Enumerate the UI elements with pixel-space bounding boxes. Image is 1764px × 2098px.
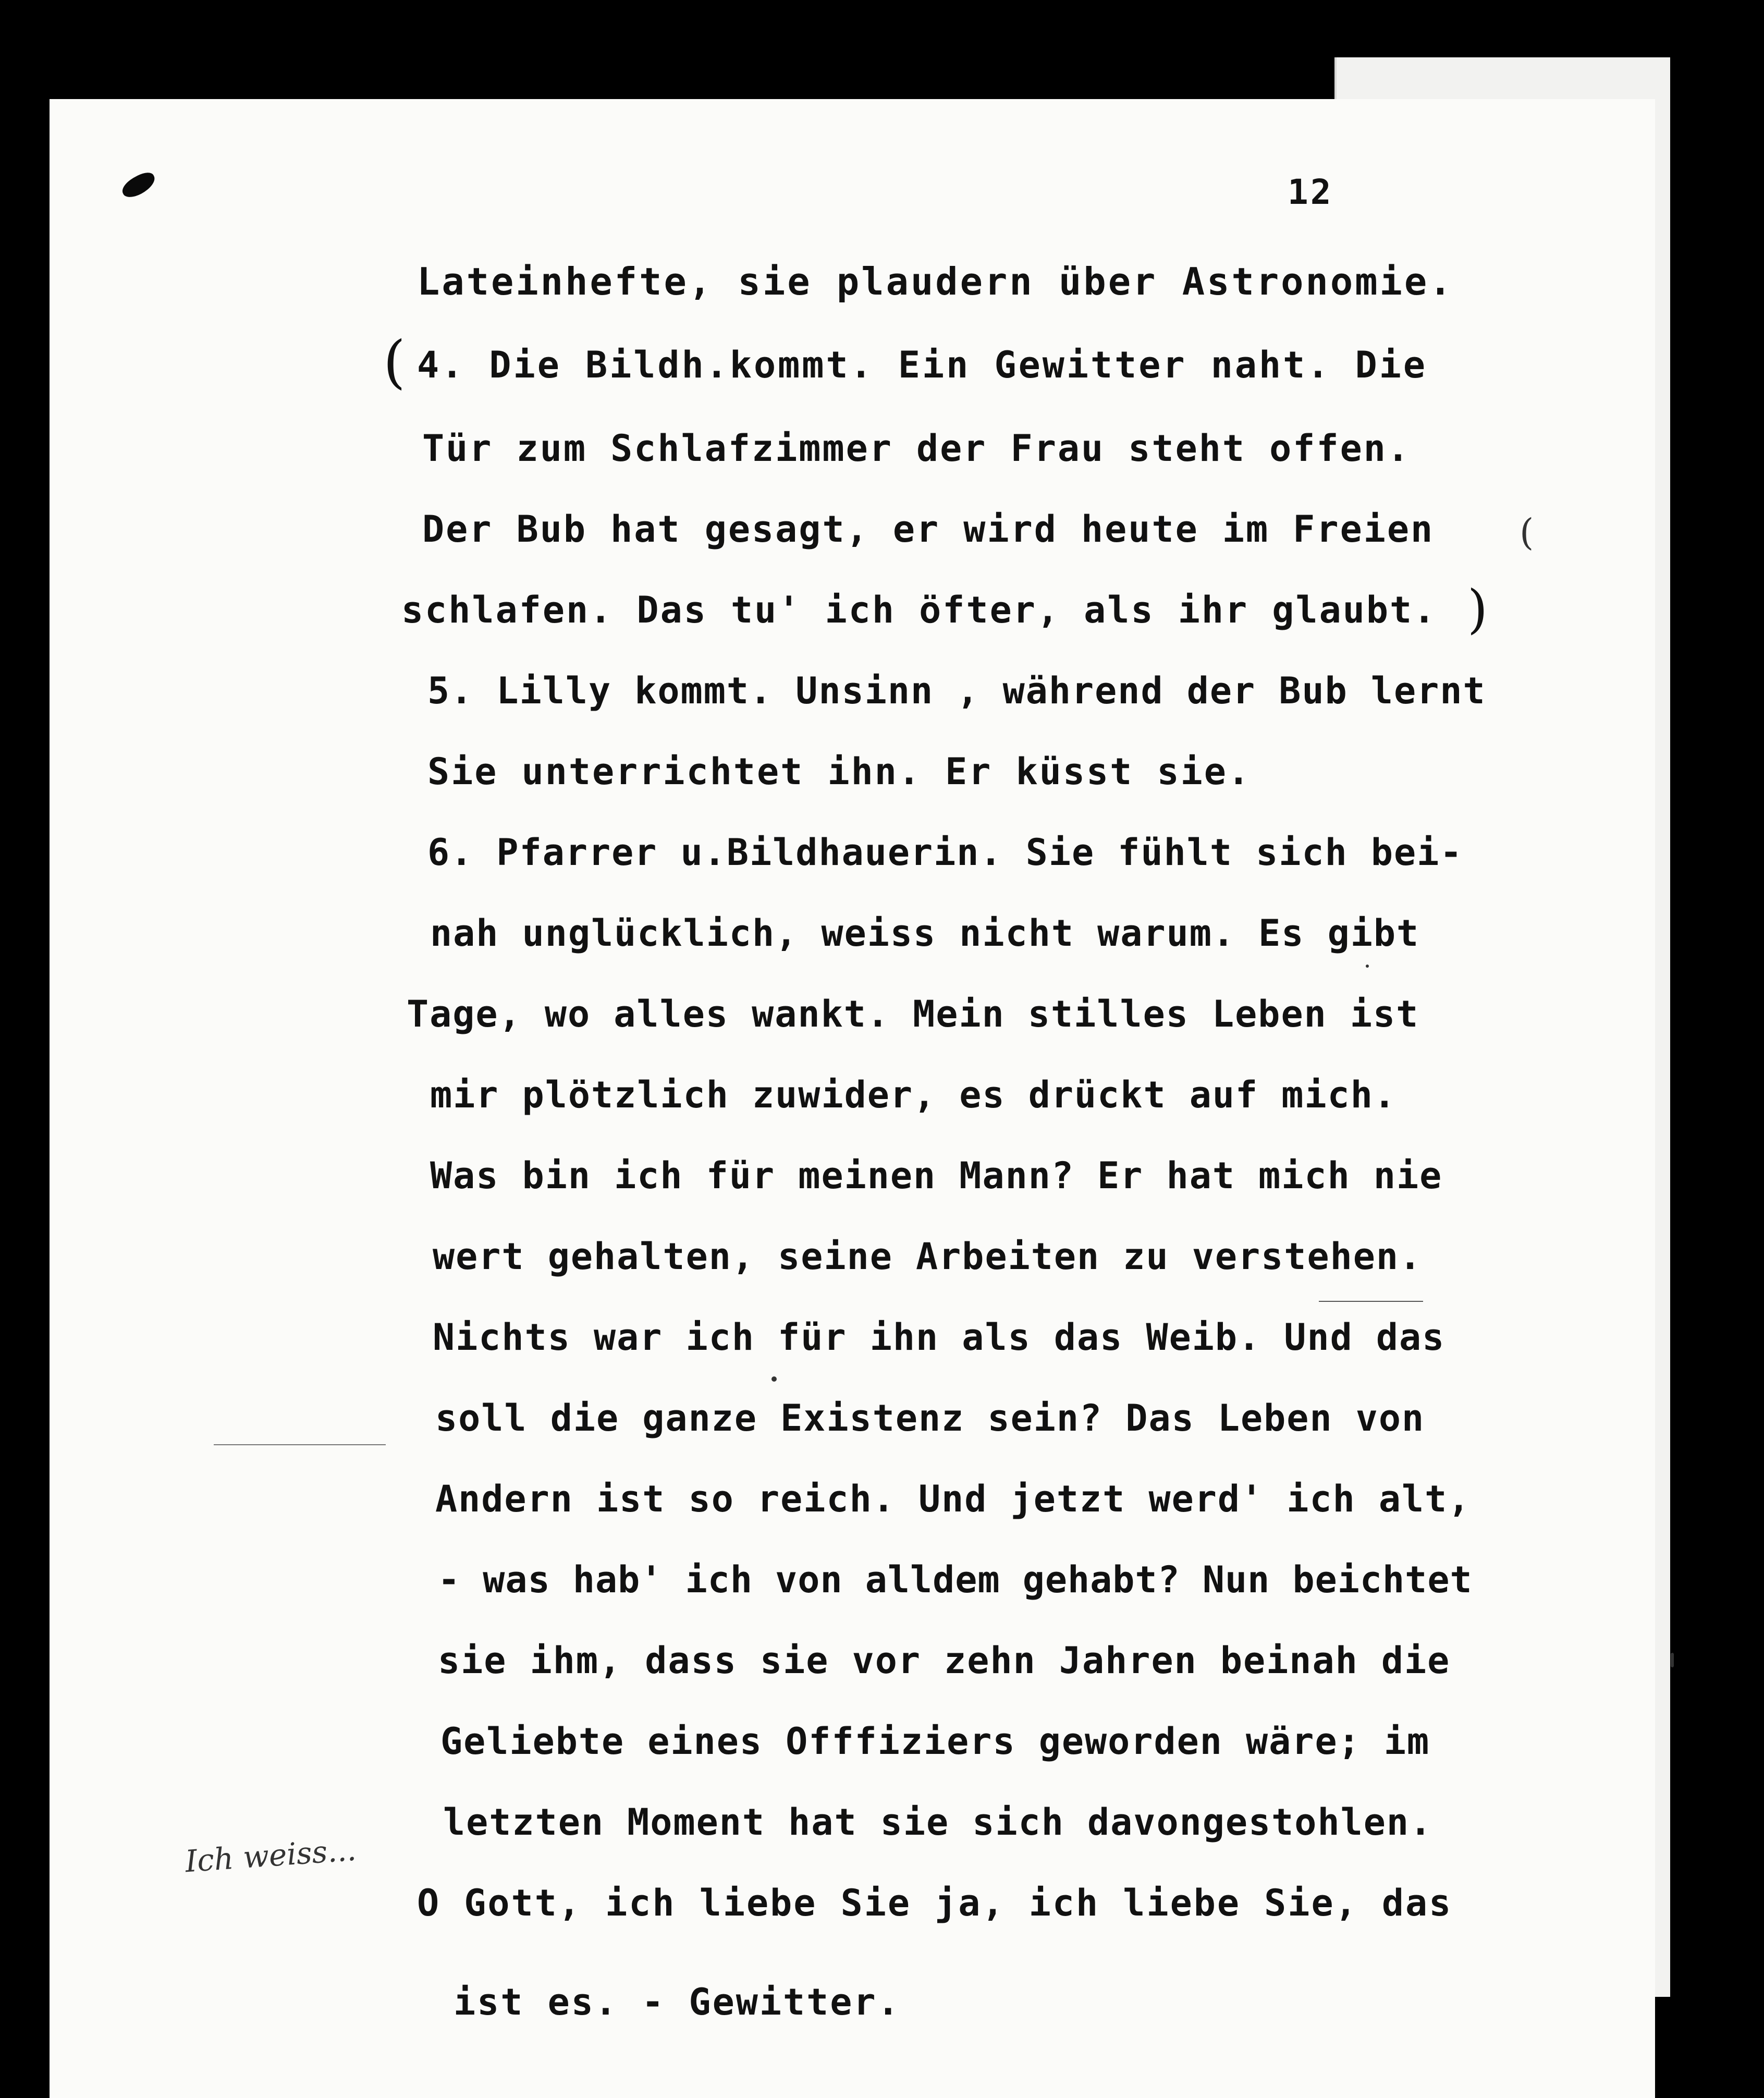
- text-line: 4. Die Bildh.kommt. Ein Gewitter naht. Die: [417, 344, 1428, 386]
- text-line: soll die ganze Existenz sein? Das Leben von: [435, 1397, 1425, 1440]
- dust-speck: [771, 1376, 777, 1382]
- text-line: O Gott, ich liebe Sie ja, ich liebe Sie, das: [417, 1882, 1453, 1924]
- text-line: Was bin ich für meinen Mann? Er hat mich nie: [430, 1154, 1443, 1197]
- text-line: - was hab' ich von alldem gehabt? Nun beichtet: [438, 1558, 1473, 1601]
- strike-line: [1319, 1301, 1423, 1302]
- text-line: Sie unterrichtet ihn. Er küsst sie.: [427, 750, 1252, 793]
- text-line: 6. Pfarrer u.Bildhauerin. Sie fühlt sich bei-: [427, 831, 1463, 874]
- page-number: 12: [1288, 172, 1333, 212]
- text-line: Tür zum Schlafzimmer der Frau steht offen.: [422, 427, 1411, 470]
- close-bracket-mark: ): [1467, 579, 1488, 640]
- text-line: ist es. - Gewitter.: [454, 1981, 901, 2023]
- handwritten-note: Ich weiss...: [184, 1832, 358, 1880]
- text-line: sie ihm, dass sie vor zehn Jahren beinah die: [438, 1639, 1451, 1682]
- right-margin-mark: (: [1520, 511, 1534, 554]
- text-line: Der Bub hat gesagt, er wird heute im Freien: [422, 508, 1435, 551]
- text-line: wert gehalten, seine Arbeiten zu verstehen.: [433, 1235, 1423, 1278]
- text-line: Tage, wo alles wankt. Mein stilles Leben ist: [407, 993, 1419, 1035]
- text-line: Geliebte eines Offfiziers geworden wäre; im: [440, 1720, 1430, 1763]
- text-line: Andern ist so reich. Und jetzt werd' ich alt,: [435, 1478, 1471, 1520]
- text-line: schlafen. Das tu' ich öfter, als ihr glaubt.: [401, 589, 1437, 631]
- dust-speck: [1366, 965, 1369, 968]
- text-line: 5. Lilly kommt. Unsinn , während der Bub lernt: [427, 669, 1486, 712]
- dust-speck: [1671, 1653, 1674, 1667]
- text-line: Lateinhefte, sie plaudern über Astronomie.: [417, 260, 1454, 303]
- margin-pencil-line: [214, 1444, 386, 1445]
- text-line: mir plötzlich zuwider, es drückt auf mich.: [430, 1074, 1397, 1116]
- open-bracket-mark: (: [383, 328, 406, 395]
- text-line: nah unglücklich, weiss nicht warum. Es gibt: [430, 912, 1420, 955]
- text-line: letzten Moment hat sie sich davongestohlen.: [443, 1801, 1433, 1844]
- text-line: Nichts war ich für ihn als das Weib. Und das: [433, 1316, 1446, 1359]
